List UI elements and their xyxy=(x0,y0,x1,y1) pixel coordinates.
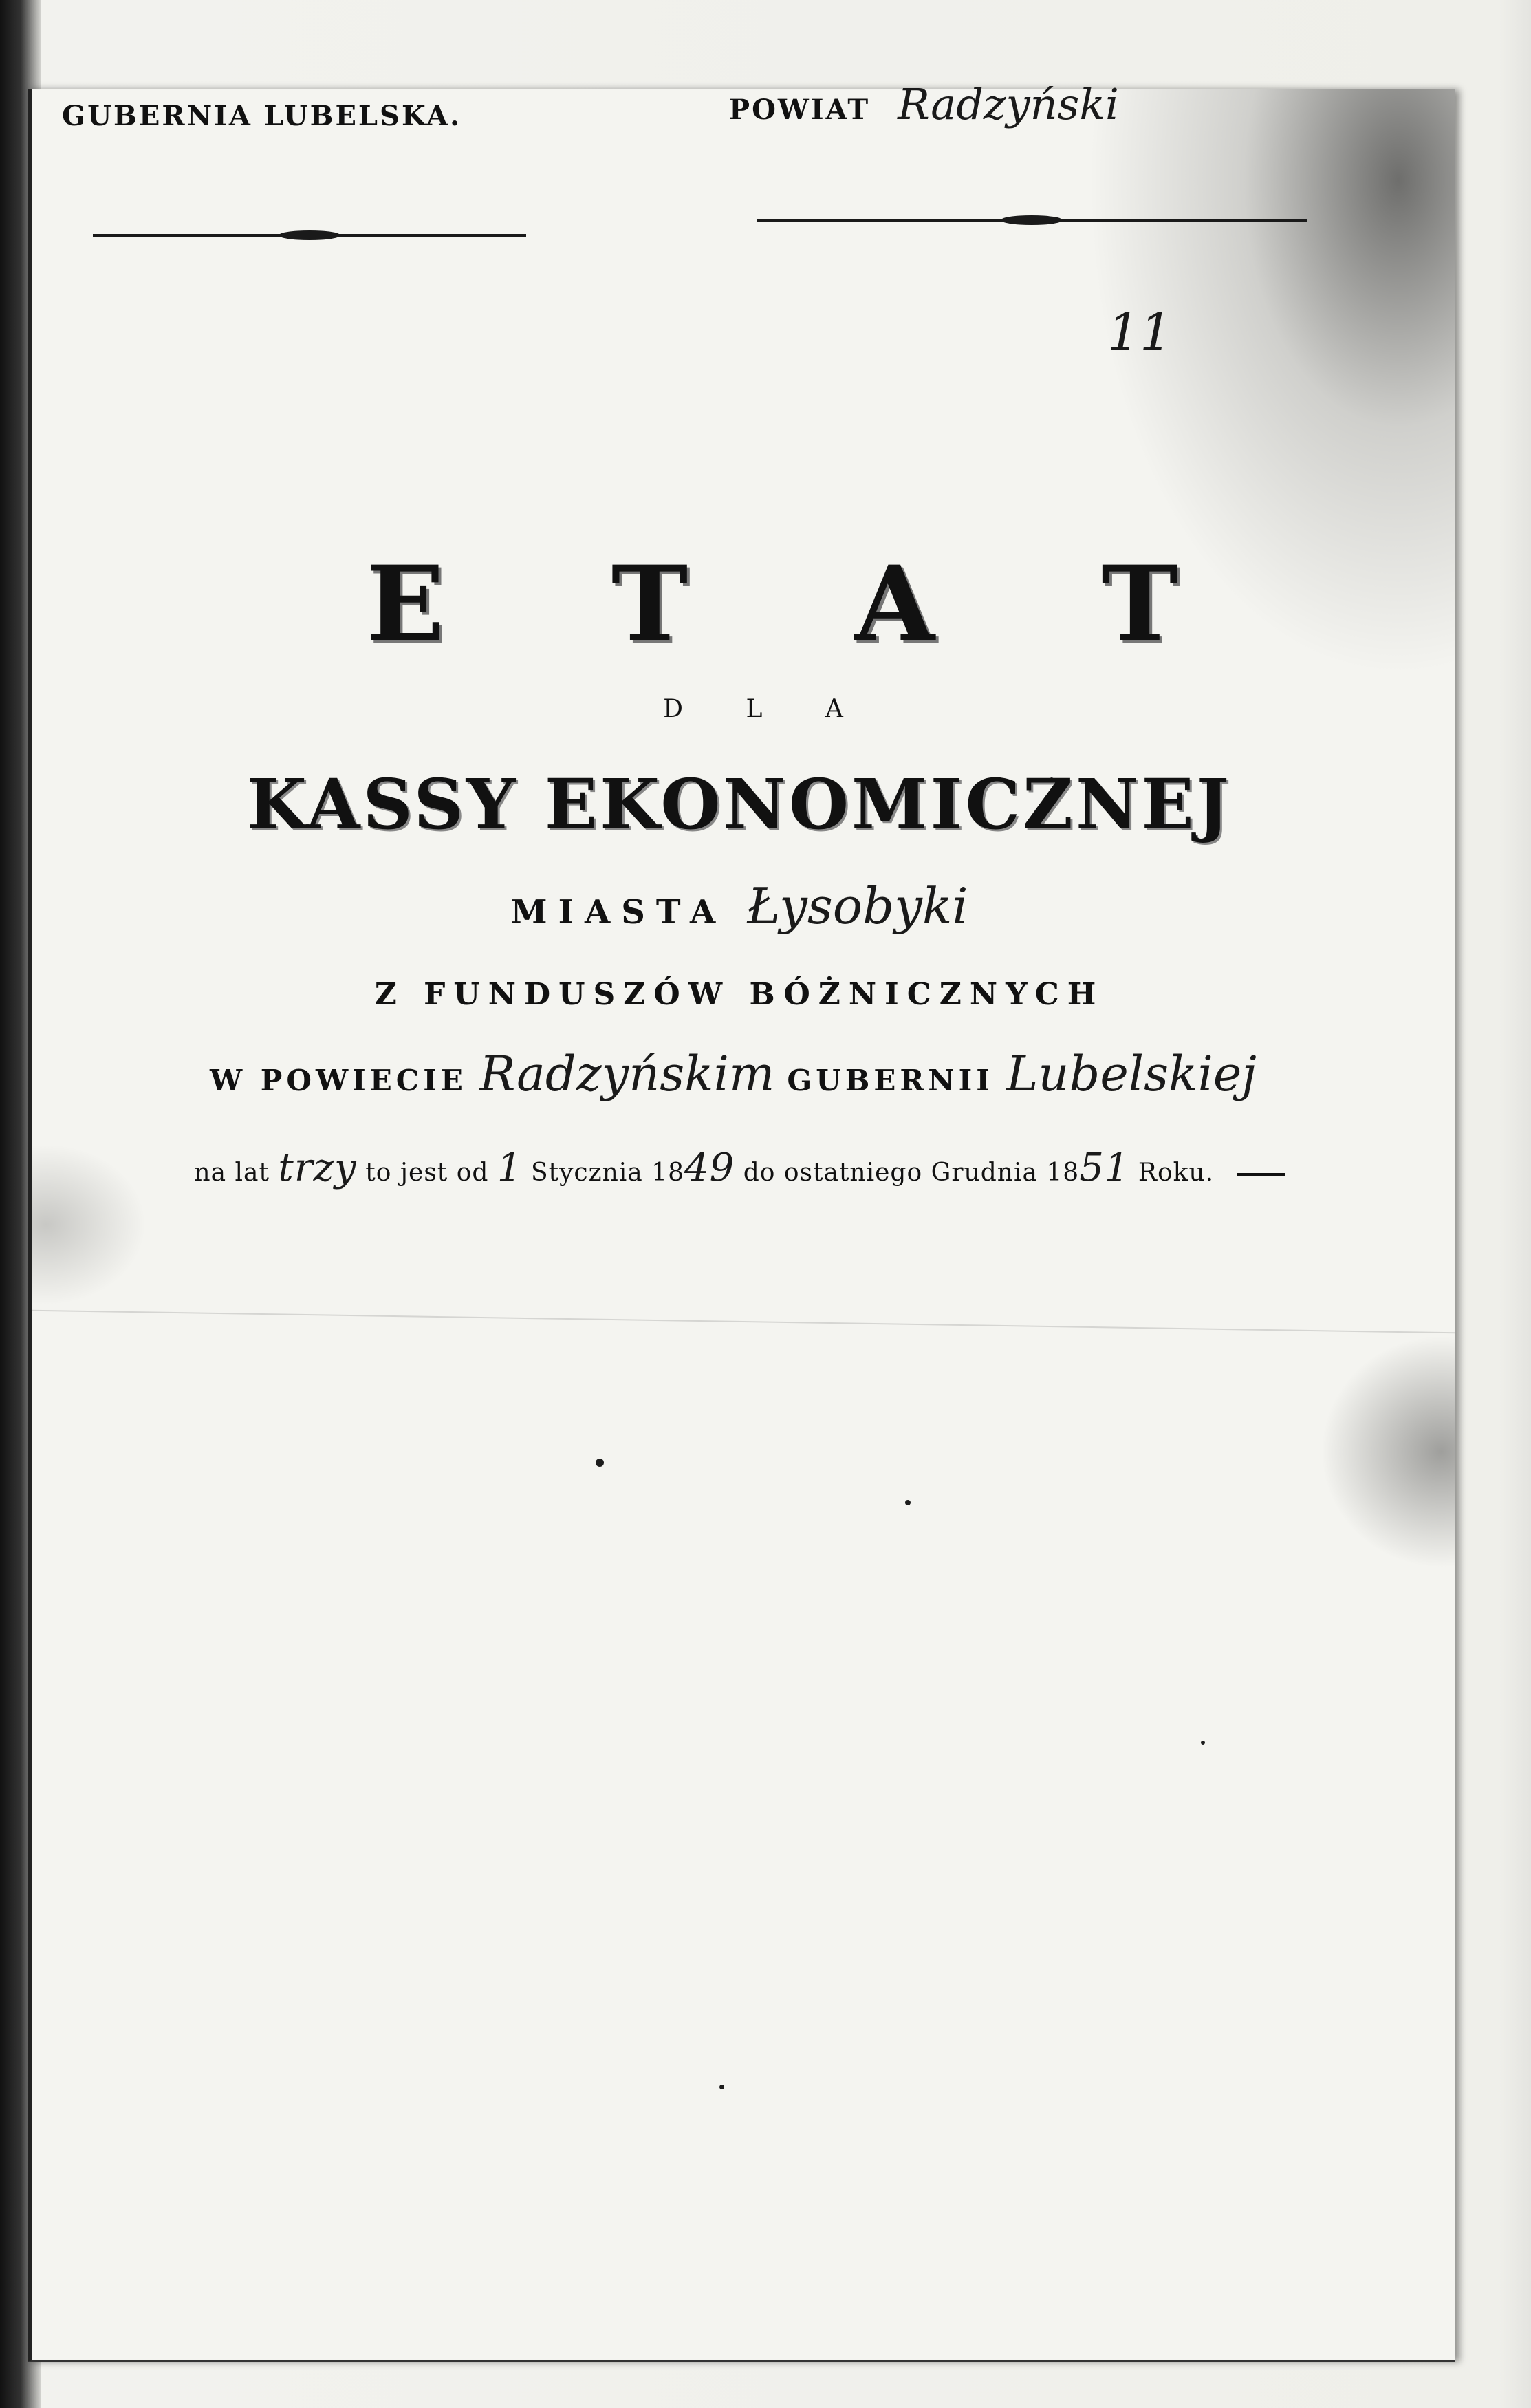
miasta-label: MIASTA xyxy=(510,893,727,932)
powiat-heading xyxy=(729,79,1119,129)
fold-line xyxy=(32,1310,1455,1334)
fundusz-line: Z FUNDUSZÓW BÓŻNICZNYCH xyxy=(374,977,1105,1012)
miasta-line xyxy=(28,877,1451,935)
period-start-month: Stycznia 18 xyxy=(530,1159,684,1187)
powiat-handwritten-value: Radzyński xyxy=(898,79,1119,129)
powiat-label: POWIAT xyxy=(729,94,871,126)
gubernia-handwritten-value: Lubelskiej xyxy=(1006,1046,1257,1102)
gubernii-label: GUBERNII xyxy=(787,1064,994,1097)
w-powiecie-label: W POWIECIE xyxy=(209,1064,467,1097)
ink-speck xyxy=(719,2085,724,2089)
document-sheet xyxy=(28,89,1455,2362)
gubernia-heading: GUBERNIA LUBELSKA. xyxy=(62,100,462,132)
period-to-jest: to jest od xyxy=(365,1159,489,1187)
powiecie-line xyxy=(28,1046,1451,1102)
period-end-year: 51 xyxy=(1079,1146,1130,1190)
miasta-handwritten-value: Łysobyki xyxy=(747,877,968,935)
title-dla: D L A xyxy=(663,695,871,723)
gubernia-underline xyxy=(93,234,526,237)
powiecie-handwritten-value: Radzyńskim xyxy=(479,1046,775,1102)
document-title: E T A T xyxy=(366,544,1244,665)
period-prefix: na lat xyxy=(194,1159,270,1187)
ink-speck xyxy=(905,1500,911,1505)
powiat-underline xyxy=(757,219,1307,222)
ink-speck xyxy=(1201,1741,1205,1745)
folio-number: 11 xyxy=(1107,303,1173,362)
period-start-year: 49 xyxy=(684,1146,735,1190)
period-line xyxy=(28,1146,1451,1190)
period-suffix: Roku. xyxy=(1138,1159,1215,1187)
ink-speck xyxy=(596,1459,604,1467)
title-kassa: KASSY EKONOMICZNEJ xyxy=(247,764,1232,845)
period-start-day: 1 xyxy=(497,1146,523,1190)
closing-dash xyxy=(1237,1173,1285,1176)
period-years-handwritten: trzy xyxy=(278,1146,357,1190)
period-end-text: do ostatniego Grudnia 18 xyxy=(743,1159,1080,1187)
